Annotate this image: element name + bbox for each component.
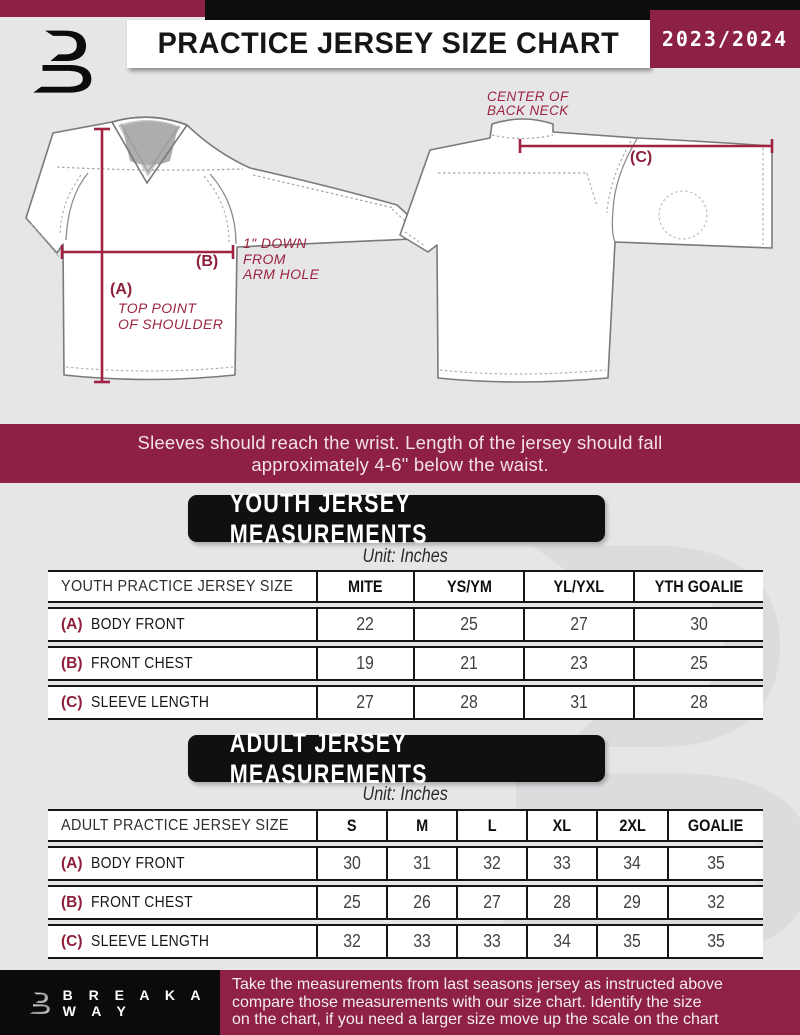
page-title-box: [127, 20, 650, 68]
footer-instruction-line1: Take the measurements from last seasons jersey as instructed above: [232, 976, 723, 994]
back-c-label: (C): [630, 149, 653, 166]
youth-size-col: YL/YXL: [553, 576, 605, 596]
youth-body-front-row: (A) BODY FRONT 22 25 27 30: [48, 607, 763, 642]
back-jersey-diagram: [395, 85, 800, 415]
adult-size-col: XL: [552, 815, 572, 835]
front-jersey-diagram: [0, 85, 450, 415]
youth-front-chest-row: (B) FRONT CHEST 19 21 23 25: [48, 646, 763, 681]
footer-instructions: [220, 970, 800, 1035]
footer-instruction-line3: on the chart, if you need a larger size move up the scale on the chart: [232, 1011, 719, 1029]
footer-logo-icon: [28, 983, 51, 1023]
adult-body-front-row: (A) BODY FRONT 30 31 32 33 34 35: [48, 846, 763, 881]
adult-section-title: ADULT JERSEY MEASUREMENTS: [229, 727, 428, 789]
adult-size-table: [48, 809, 763, 963]
youth-section-title: YOUTH JERSEY MEASUREMENTS: [229, 487, 428, 549]
front-b-label: (B): [196, 253, 219, 270]
footer-instruction-line2: compare those measurements with our size chart. Identify the size: [232, 993, 702, 1011]
youth-row-header: YOUTH PRACTICE JERSEY SIZE: [61, 577, 294, 595]
adult-size-col: 2XL: [619, 815, 646, 835]
front-a-note: TOP POINT OF SHOULDER: [118, 300, 224, 332]
youth-table-header-row: [48, 570, 763, 603]
front-b-note: 1" DOWN FROM ARM HOLE: [243, 235, 320, 282]
season-badge: [650, 10, 800, 68]
footer-brand-box: [0, 970, 220, 1035]
youth-sleeve-length-row: (C) SLEEVE LENGTH 27 28 31 28: [48, 685, 763, 720]
adult-unit-label: Unit: Inches: [362, 784, 449, 805]
back-c-note: CENTER OF BACK NECK: [487, 89, 569, 118]
top-maroon-strip: [0, 0, 205, 17]
footer-brand-name: B R E A K A W A Y: [62, 986, 206, 1019]
adult-size-col: L: [487, 815, 497, 835]
season-label: 2023/2024: [661, 27, 789, 51]
adult-size-col: GOALIE: [688, 815, 744, 835]
adult-size-col: S: [347, 815, 357, 835]
fit-note-banner: [0, 424, 800, 483]
adult-row-header: ADULT PRACTICE JERSEY SIZE: [61, 816, 289, 834]
youth-section-title-box: [188, 487, 605, 549]
adult-size-col: M: [415, 815, 429, 835]
youth-size-col: YS/YM: [446, 576, 492, 596]
youth-size-col: MITE: [348, 576, 383, 596]
page-title: PRACTICE JERSEY SIZE CHART: [157, 27, 620, 60]
fit-note-line1: Sleeves should reach the wrist. Length of the jersey should fall: [137, 431, 663, 453]
adult-section-title-box: [188, 727, 605, 789]
front-a-label: (A): [110, 281, 133, 298]
adult-table-header-row: [48, 809, 763, 842]
youth-unit-label: Unit: Inches: [362, 546, 449, 567]
youth-size-col: YTH GOALIE: [654, 576, 744, 596]
adult-front-chest-row: (B) FRONT CHEST 25 26 27 28 29 32: [48, 885, 763, 920]
fit-note-line2: approximately 4-6" below the waist.: [251, 453, 549, 475]
adult-sleeve-length-row: (C) SLEEVE LENGTH 32 33 33 34 35 35: [48, 924, 763, 959]
youth-size-table: [48, 570, 763, 724]
